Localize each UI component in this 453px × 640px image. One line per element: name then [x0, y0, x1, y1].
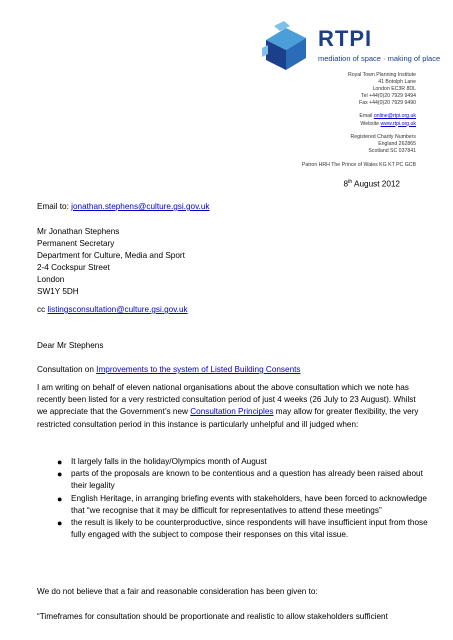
cc-label: cc	[37, 305, 48, 314]
quote-start: “Timeframes for consultation should be proportionate and realistic to allow stakeholders sufficient	[37, 612, 388, 621]
paragraph-1: I am writing on behalf of eleven national organisations about the above consultation which we note has recently been listed for a very restricted consultation period of just 4 weeks (26 July to 23 August). Whilst we appreciate that the Government’s new Consultation Principles may allow for greater flexibility, the very restricted consultation period in this instance is particularly unhelpful and ill judged when:	[37, 383, 419, 429]
rtpi-cube-icon	[258, 18, 314, 76]
logo-tagline: mediation of space · making of place	[318, 54, 441, 63]
website-link[interactable]: www.rtpi.org.uk	[380, 120, 416, 127]
email-to-link[interactable]: jonathan.stephens@culture.gsi.gov.uk	[71, 202, 210, 211]
website-line	[256, 121, 416, 128]
recipient-name: Mr Jonathan Stephens	[37, 227, 120, 236]
cc-link[interactable]: listingsconsultation@culture.gsi.gov.uk	[47, 305, 188, 314]
website-label: Website	[360, 120, 380, 127]
paragraph-2: We do not believe that a fair and reasonable consideration has been given to:	[37, 587, 318, 596]
recipient-street: 2-4 Cockspur Street	[37, 263, 110, 272]
cc-line	[37, 304, 188, 316]
recipient-postcode: SW1Y 5DH	[37, 287, 79, 296]
recipient-dept: Department for Culture, Media and Sport	[37, 251, 185, 260]
address-line: London EC3R 8DL	[372, 86, 416, 93]
email-line	[256, 113, 416, 120]
rtpi-logo	[258, 18, 448, 76]
email-to-line	[37, 201, 209, 213]
list-item: ● English Heritage, in arranging briefing events with stakeholders, have been forced to acknowledge that “we recognise that it may be difficult for representatives to attend these meetings”	[57, 493, 427, 515]
subject-line	[37, 364, 301, 376]
logo-title: RTPI	[318, 26, 373, 51]
sender-address	[256, 72, 416, 155]
list-item: ● It largely falls in the holiday/Olympics month of August	[57, 457, 267, 467]
address-line: 41 Botolph Lane	[378, 79, 416, 86]
letter-date: 8th August 2012	[343, 179, 400, 189]
tel: Tel +44(0)20 7929 9494	[361, 93, 416, 100]
recipient-title: Permanent Secretary	[37, 239, 115, 248]
recipient-city: London	[37, 275, 65, 284]
salutation: Dear Mr Stephens	[37, 341, 104, 350]
bullet-list	[59, 456, 429, 541]
email-label: Email	[359, 113, 373, 120]
charity-label: Registered Charity Numbers	[350, 133, 416, 140]
fax: Fax +44(0)20 7929 9490	[359, 100, 416, 107]
patron: Patron HRH The Prince of Wales KG KT PC GCB	[301, 162, 416, 168]
email-to-label: Email to:	[37, 202, 72, 211]
subject-link[interactable]: Improvements to the system of Listed Building Consents	[96, 365, 301, 374]
email-link[interactable]: online@rtpi.org.uk	[373, 113, 416, 120]
list-item: ● the result is likely to be counterproductive, since respondents will have insufficient input from those fully engaged with the subject to compose their responses on this vital issue.	[57, 518, 428, 540]
list-item: ● parts of the proposals are known to be contentious and a question has already been raised about their legality	[57, 469, 423, 491]
consultation-principles-link[interactable]: Consultation Principles	[190, 407, 274, 417]
subject-prefix: Consultation on	[37, 365, 97, 374]
charity-scotland: Scotland SC 037841	[368, 147, 416, 154]
org-name: Royal Town Planning Institute	[348, 72, 416, 78]
charity-england: England 262865	[378, 140, 416, 147]
